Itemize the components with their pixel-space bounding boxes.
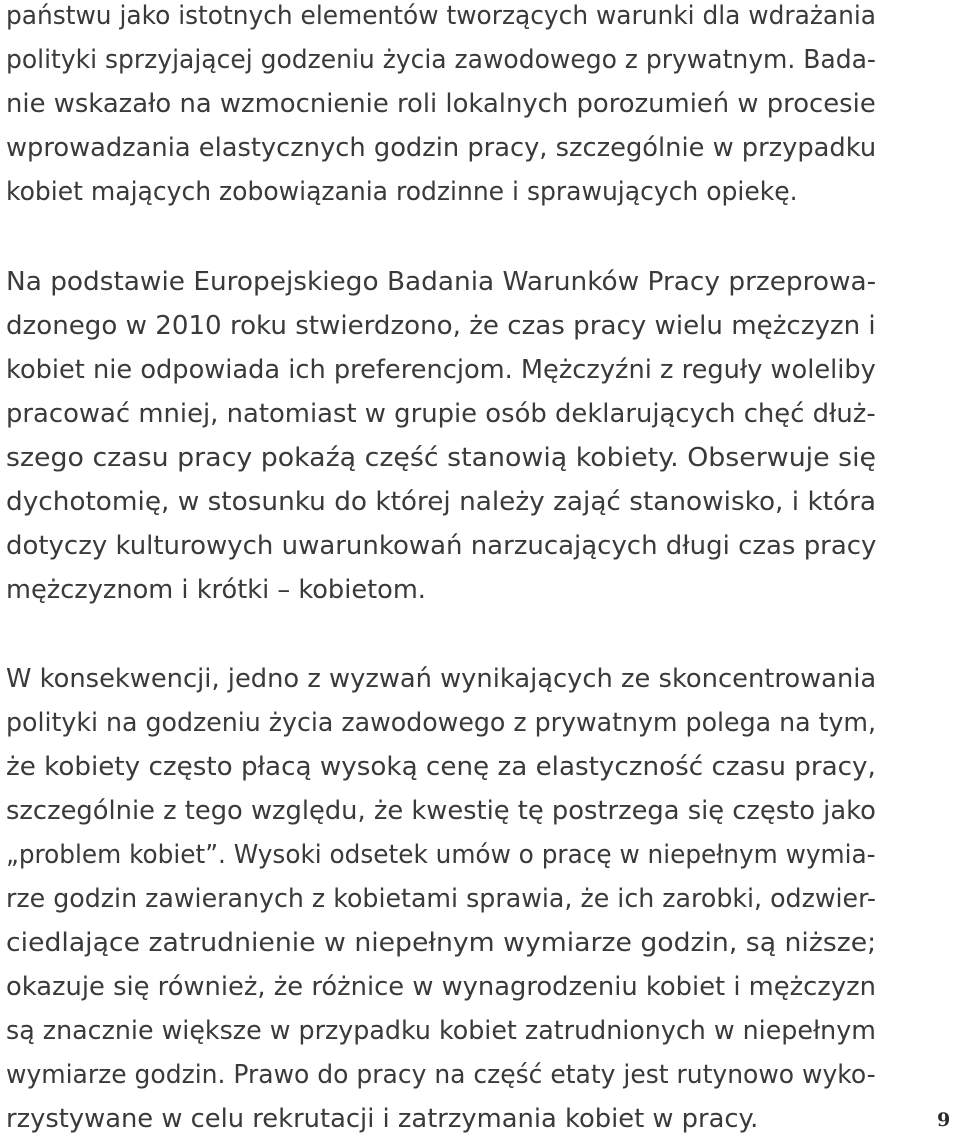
text-line: pracować mniej, natomiast w grupie osób deklarujących chęć dłuż- [6,399,876,429]
text-line: państwu jako istotnych elementów tworzących warunki dla wdrażania [6,1,877,31]
text-line: kobiet nie odpowiada ich preferencjom. Mężczyźni z reguły woleliby [6,355,876,385]
text-line: polityki na godzeniu życia zawodowego z prywatnym polega na tym, [6,708,877,738]
page-number: 9 [937,1109,951,1131]
text-line: rzystywane w celu rekrutacji i zatrzymania kobiet w pracy. [6,1104,759,1134]
text-line: dychotomię, w stosunku do której należy zająć stanowisko, i która [6,487,877,517]
text-line: są znacznie większe w przypadku kobiet zatrudnionych w niepełnym [6,1016,876,1046]
text-line: Na podstawie Europejskiego Badania Warunków Pracy przeprowa- [6,267,877,297]
text-line: szego czasu pracy pokaźą część stanowią kobiety. Obserwuje się [6,443,877,473]
text-line: dzonego w 2010 roku stwierdzono, że czas pracy wielu mężczyzn i [6,311,876,341]
text-line: mężczyznom i krótki – kobietom. [6,575,426,605]
text-line: rze godzin zawieranych z kobietami sprawia, że ich zarobki, odzwier- [6,884,876,914]
text-line: ciedlające zatrudnienie w niepełnym wymiarze godzin, są niższe; [6,928,877,958]
text-line: polityki sprzyjającej godzeniu życia zawodowego z prywatnym. Bada- [6,45,876,75]
text-line: „problem kobiet”. Wysoki odsetek umów o pracę w niepełnym wymia- [6,840,876,870]
text-line: wymiarze godzin. Prawo do pracy na część etaty jest rutynowo wyko- [6,1060,876,1090]
text-line: okazuje się również, że różnice w wynagrodzeniu kobiet i mężczyzn [6,972,876,1002]
text-line: kobiet mających zobowiązania rodzinne i sprawujących opiekę. [6,177,798,207]
text-line: że kobiety często płacą wysoką cenę za elastyczność czasu pracy, [6,752,876,782]
text-line: W konsekwencji, jedno z wyzwań wynikających ze skoncentrowania [6,664,877,694]
text-line: nie wskazało na wzmocnienie roli lokalnych porozumień w procesie [6,89,876,119]
text-line: wprowadzania elastycznych godzin pracy, szczególnie w przypadku [6,133,877,163]
text-line: szczególnie z tego względu, że kwestię tę postrzega się często jako [6,796,876,826]
text-line: dotyczy kulturowych uwarunkowań narzucających długi czas pracy [6,531,877,561]
